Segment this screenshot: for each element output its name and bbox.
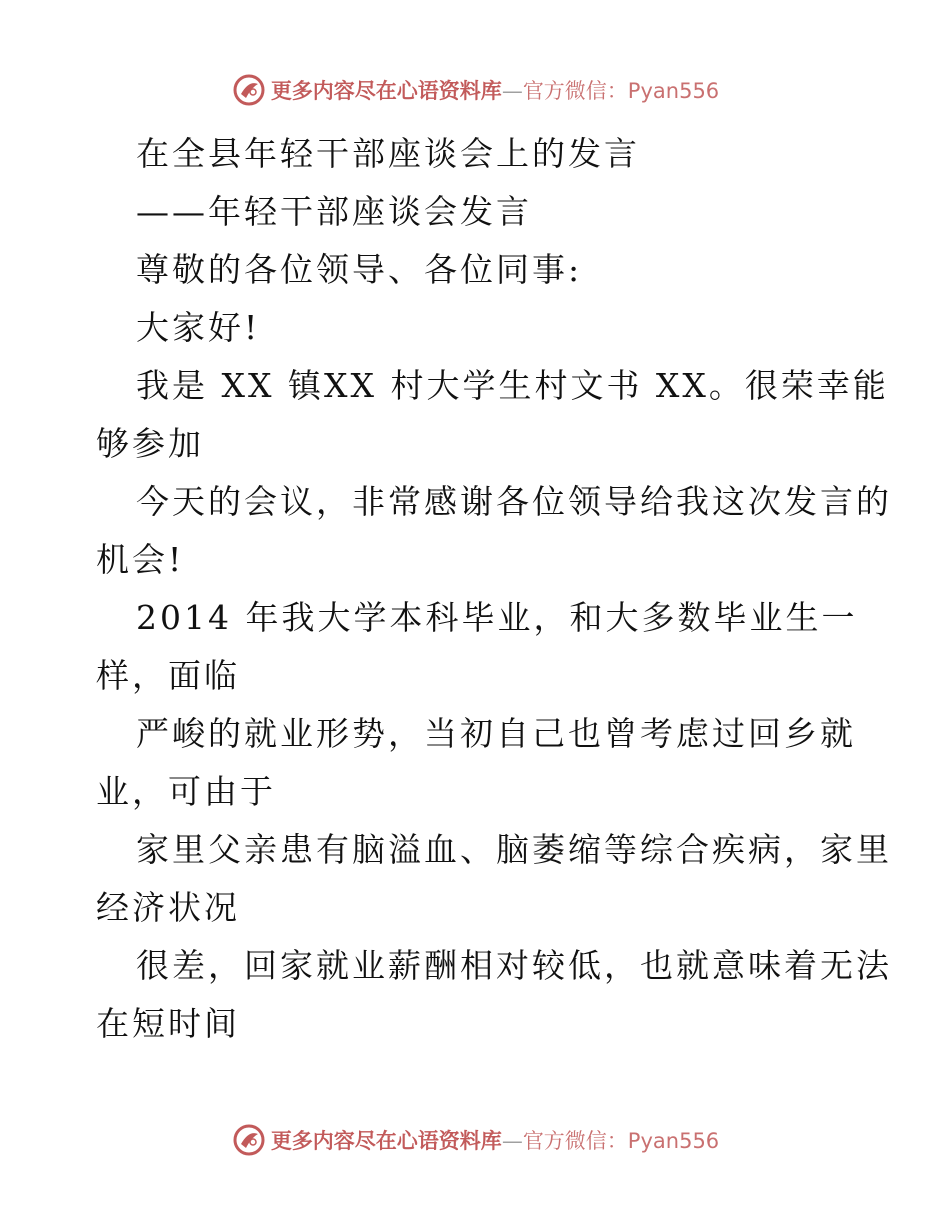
doc-line: 机会! (96, 540, 185, 579)
document-body (96, 125, 892, 1053)
footer-banner-text (271, 1125, 719, 1155)
doc-line: 业，可由于 (96, 772, 276, 811)
doc-line: 2014 年我大学本科毕业，和大多数毕业生一 (136, 598, 858, 637)
logo-icon (231, 72, 267, 108)
doc-line: 严峻的就业形势，当初自己也曾考虑过回乡就 (136, 714, 856, 753)
footer-separator: — (501, 1129, 523, 1153)
doc-line: 很差，回家就业薪酬相对较低，也就意味着无法 (136, 946, 892, 985)
doc-line: 今天的会议，非常感谢各位领导给我这次发言的 (136, 482, 892, 521)
doc-line: 样，面临 (96, 656, 240, 695)
footer-wechat: 官方微信：Pyan556 (522, 1129, 720, 1153)
footer-banner (0, 1120, 950, 1160)
doc-line: 家里父亲患有脑溢血、脑萎缩等综合疾病，家里 (136, 830, 892, 869)
doc-line: 尊敬的各位领导、各位同事: (136, 250, 583, 289)
header-brand: 更多内容尽在心语资料库 (270, 79, 502, 103)
doc-line: 经济状况 (96, 888, 240, 927)
header-banner (0, 70, 950, 110)
header-wechat: 官方微信：Pyan556 (522, 79, 720, 103)
doc-subtitle: ——年轻干部座谈会发言 (136, 192, 532, 231)
doc-line: 够参加 (96, 424, 204, 463)
doc-title: 在全县年轻干部座谈会上的发言 (136, 134, 640, 173)
doc-line: 在短时间 (96, 1004, 240, 1043)
doc-line: 大家好! (136, 308, 261, 347)
header-banner-text (271, 75, 719, 105)
header-separator: — (501, 79, 523, 103)
logo-icon (231, 1122, 267, 1158)
footer-brand: 更多内容尽在心语资料库 (270, 1129, 502, 1153)
doc-line: 我是 XX 镇XX 村大学生村文书 XX。很荣幸能 (136, 366, 889, 405)
